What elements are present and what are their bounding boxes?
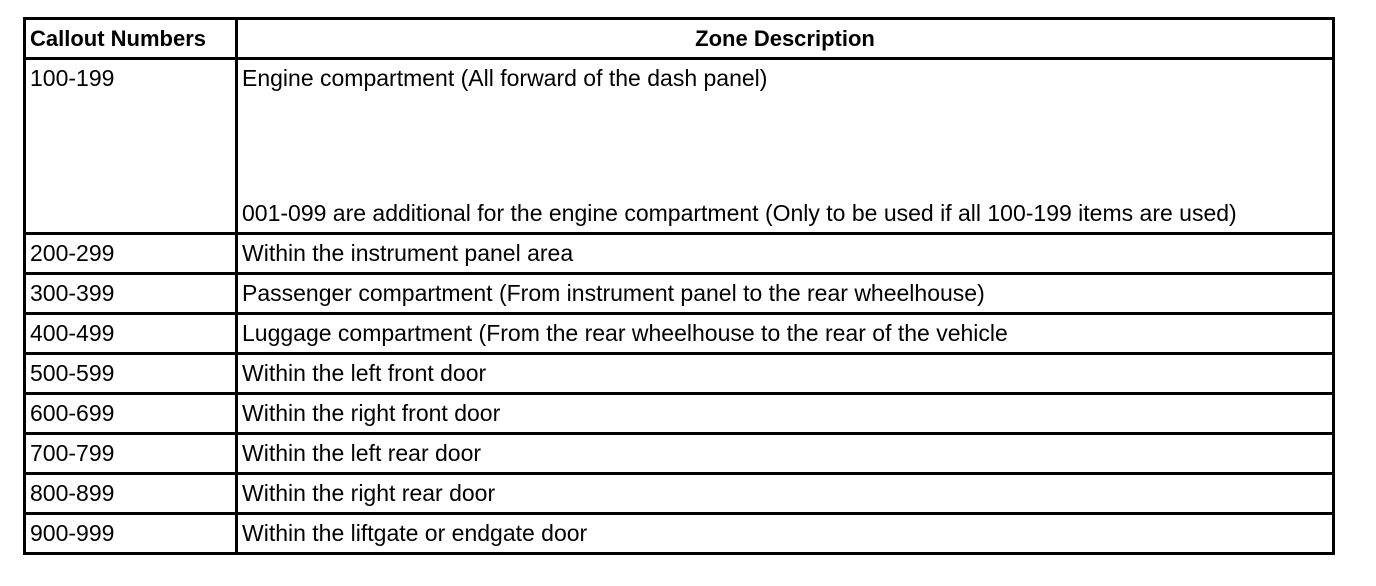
callout-range-cell: 200-299 — [25, 234, 237, 274]
table-row — [25, 314, 1334, 354]
zone-description-cell: Within the left front door — [237, 354, 1334, 394]
zone-description-text: Engine compartment (All forward of the dash panel) — [242, 65, 768, 91]
table-row — [25, 354, 1334, 394]
table-row — [25, 234, 1334, 274]
callout-range-cell: 400-499 — [25, 314, 237, 354]
callout-zone-table — [23, 17, 1335, 555]
zone-description-cell: Luggage compartment (From the rear wheelhouse to the rear of the vehicle — [237, 314, 1334, 354]
callout-range-cell: 900-999 — [25, 514, 237, 554]
table-header-row — [25, 19, 1334, 59]
zone-description-cell: Within the right rear door — [237, 474, 1334, 514]
table-row — [25, 434, 1334, 474]
callout-range-cell: 100-199 — [25, 59, 237, 234]
callout-numbers-header: Callout Numbers — [25, 19, 237, 59]
zone-description-cell: Within the liftgate or endgate door — [237, 514, 1334, 554]
zone-description-cell: Passenger compartment (From instrument panel to the rear wheelhouse) — [237, 274, 1334, 314]
callout-range-cell: 300-399 — [25, 274, 237, 314]
callout-range-cell: 500-599 — [25, 354, 237, 394]
table-row — [25, 474, 1334, 514]
table-row — [25, 394, 1334, 434]
zone-description-cell: Within the instrument panel area — [237, 234, 1334, 274]
zone-description-cell — [237, 59, 1334, 234]
zone-description-note: 001-099 are additional for the engine compartment (Only to be used if all 100-199 items are used) — [242, 200, 1237, 226]
table-row — [25, 59, 1334, 234]
callout-range-cell: 700-799 — [25, 434, 237, 474]
zone-description-cell: Within the left rear door — [237, 434, 1334, 474]
callout-range-cell: 600-699 — [25, 394, 237, 434]
zone-description-header: Zone Description — [237, 19, 1334, 59]
zone-description-cell: Within the right front door — [237, 394, 1334, 434]
callout-range-cell: 800-899 — [25, 474, 237, 514]
table-row — [25, 274, 1334, 314]
table-row — [25, 514, 1334, 554]
